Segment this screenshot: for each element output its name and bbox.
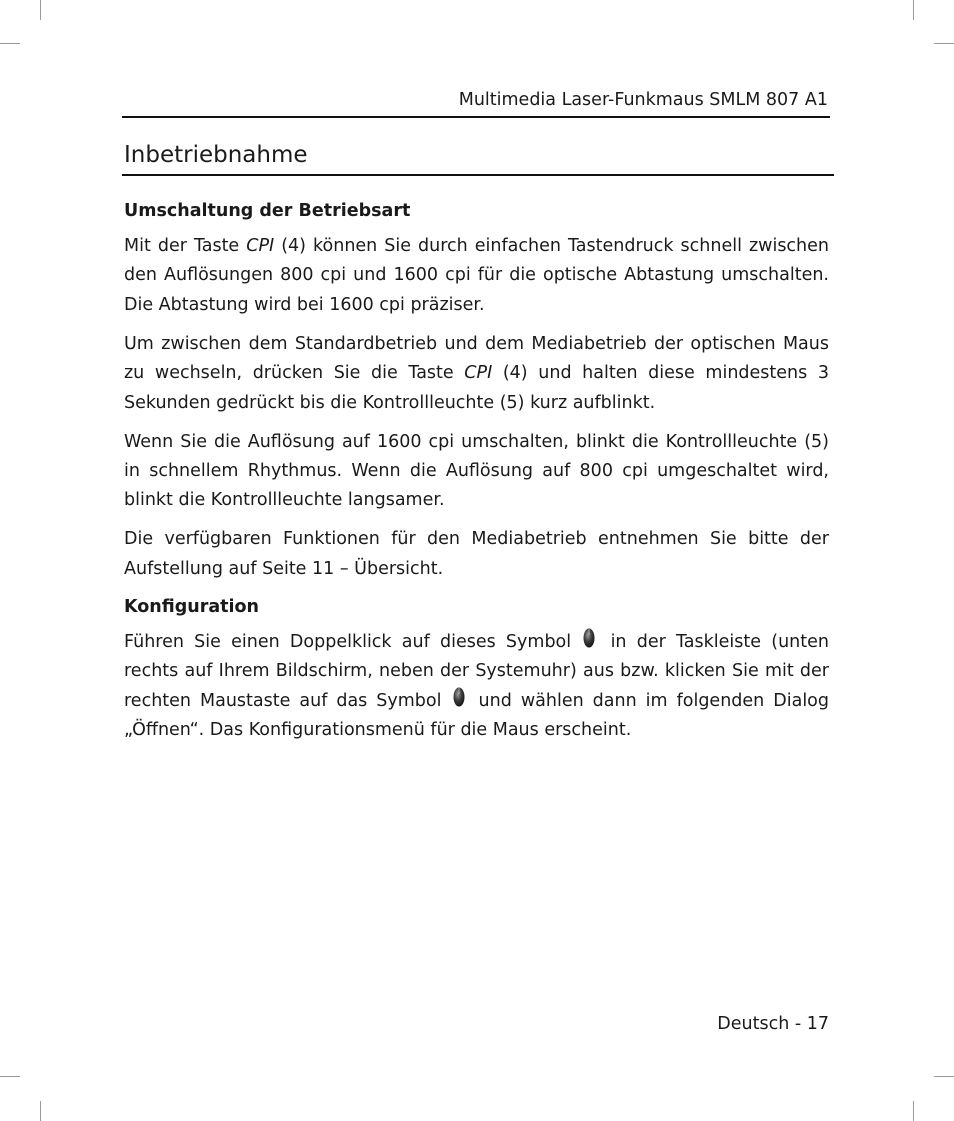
paragraph: Wenn Sie die Auflösung auf 1600 cpi umschalten, blinkt die Kontrollleuchte (5) in schnellem Rhythmus. Wenn die Auflösung auf 800 cpi umgeschaltet wird, blinkt die Kontrollleuchte langsamer. [124, 431, 829, 511]
paragraph [124, 330, 829, 418]
key-name: CPI [246, 236, 275, 256]
text-run: Mit der Taste [124, 236, 247, 256]
body-content [124, 198, 829, 755]
subsection-heading-betriebsart: Umschaltung der Betriebsart [124, 201, 411, 221]
paragraph: Die verfügbaren Funktionen für den Mediabetrieb entnehmen Sie bitte der Aufstellung auf Seite 11 – Übersicht. [124, 529, 829, 579]
crop-mark [913, 0, 914, 20]
paragraph [124, 628, 829, 746]
subsection-heading-konfiguration: Konfiguration [124, 596, 259, 617]
text-run: und wählen dann im folgenden Dialog „Öffnen“. Das Konfigurationsmenü für die Maus erscheint. [124, 690, 829, 741]
key-name: CPI [464, 363, 493, 384]
section-rule [122, 174, 834, 176]
crop-mark [0, 43, 20, 44]
text-run: (4) und halten diese mindestens 3 Sekunden gedrückt bis die Kontrollleuchte (5) kurz aufblinkt. [124, 363, 829, 413]
mouse-icon [583, 628, 595, 648]
crop-mark [934, 1076, 954, 1077]
crop-mark [913, 1101, 914, 1121]
text-run: Um zwischen dem Standardbetrieb und dem Mediabetrieb der optischen Maus zu wechseln, drücken Sie die Taste [124, 333, 829, 384]
crop-mark [934, 43, 954, 44]
crop-mark [40, 1101, 41, 1121]
crop-mark [40, 0, 41, 20]
running-header: Multimedia Laser-Funkmaus SMLM 807 A1 [458, 90, 828, 110]
paragraph [124, 232, 829, 320]
mouse-icon [453, 687, 465, 707]
page-footer: Deutsch - 17 [717, 1014, 829, 1034]
text-run: Führen Sie einen Doppelklick auf dieses Symbol [124, 631, 572, 652]
text-run: in der Taskleiste (unten rechts auf Ihrem Bildschirm, neben der Systemuhr) aus bzw. klicken Sie mit der rechten Maustaste auf das Symbol [124, 631, 829, 711]
section-title: Inbetriebnahme [124, 142, 308, 168]
header-rule [122, 116, 830, 118]
text-run: (4) können Sie durch einfachen Tastendruck schnell zwischen den Auflösungen 800 cpi und 1600 cpi für die optische Abtastung umschalten. Die Abtastung wird bei 1600 cpi präziser. [124, 236, 830, 315]
crop-mark [0, 1076, 20, 1077]
